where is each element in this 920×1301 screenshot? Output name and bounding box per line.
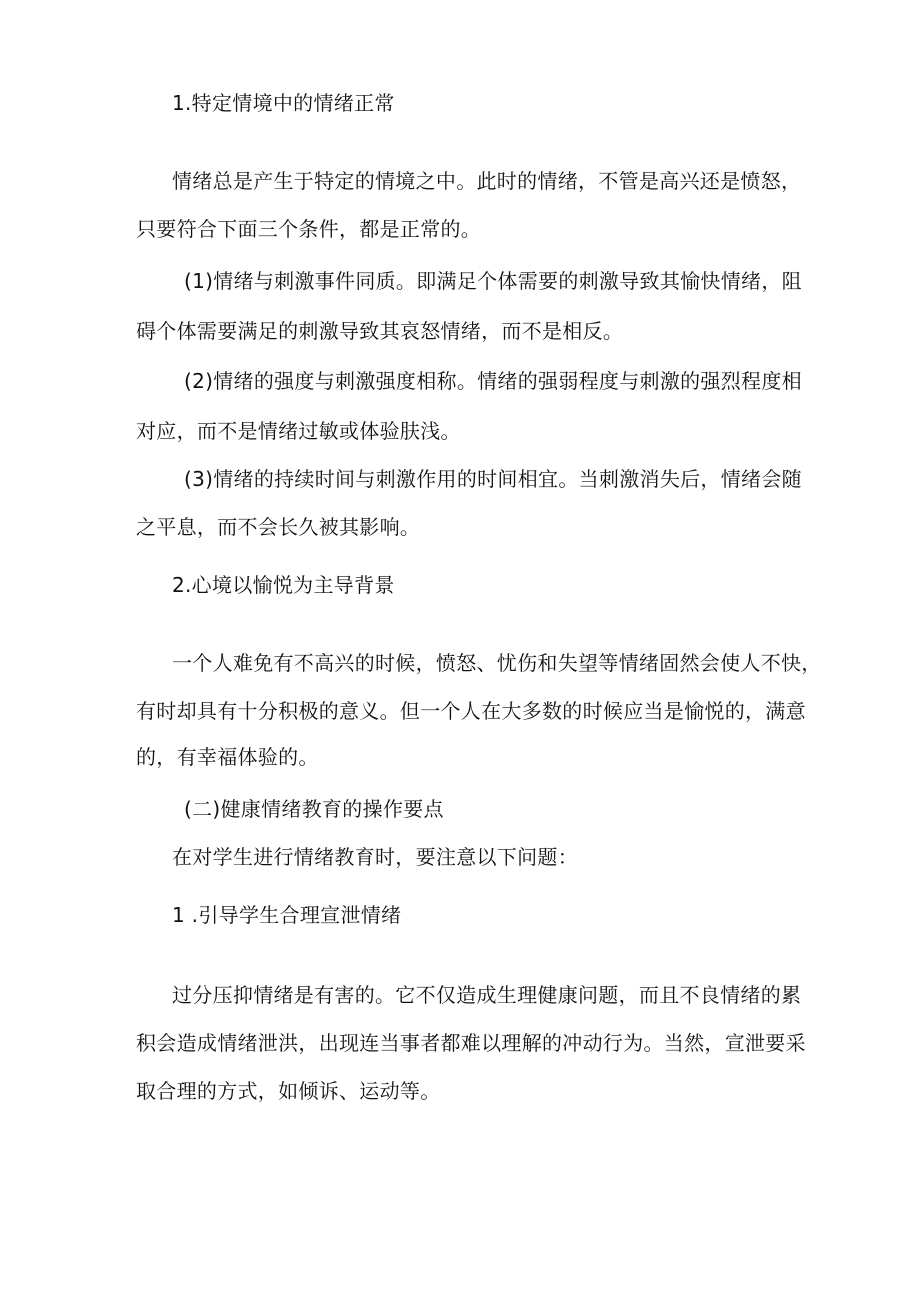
item-3-line-1: (3)情绪的持续时间与刺激作用的时间相宜。当刺激消失后，情绪会随 [184, 467, 802, 491]
item-1-line-2: 碍个体需要满足的刺激导致其哀怒情绪，而不是相反。 [136, 319, 624, 343]
intro-line: 在对学生进行情绪教育时，要注意以下问题： [172, 845, 578, 869]
paragraph-1-line-2: 只要符合下面三个条件，都是正常的。 [136, 217, 482, 241]
section-heading-3: 1 .引导学生合理宣泄情绪 [172, 903, 402, 927]
paragraph-2-line-2: 有时却具有十分积极的意义。但一个人在大多数的时候应当是愉悦的，满意 [136, 699, 806, 723]
paragraph-3-line-2: 积会造成情绪泄洪，出现连当事者都难以理解的冲动行为。当然，宣泄要采 [136, 1031, 806, 1055]
item-2-line-1: (2)情绪的强度与刺激强度相称。情绪的强弱程度与刺激的强烈程度相 [184, 369, 802, 393]
paragraph-3-line-1: 过分压抑情绪是有害的。它不仅造成生理健康问题，而且不良情绪的累 [172, 983, 802, 1007]
paragraph-1-line-1: 情绪总是产生于特定的情境之中。此时的情绪，不管是高兴还是愤怒， [172, 169, 802, 193]
section-heading-1: 1.特定情境中的情绪正常 [172, 91, 395, 115]
item-3-line-2: 之平息，而不会长久被其影响。 [136, 515, 421, 539]
paragraph-3-line-3: 取合理的方式，如倾诉、运动等。 [136, 1079, 441, 1103]
item-1-line-1: (1)情绪与刺激事件同质。即满足个体需要的刺激导致其愉快情绪，阻 [184, 269, 802, 293]
item-2-line-2: 对应，而不是情绪过敏或体验肤浅。 [136, 419, 461, 443]
paragraph-2-line-3: 的，有幸福体验的。 [136, 745, 319, 769]
paragraph-2-line-1: 一个人难免有不高兴的时候，愤怒、忧伤和失望等情绪固然会使人不快， [172, 651, 822, 675]
section-heading-2: 2.心境以愉悦为主导背景 [172, 573, 395, 597]
part-2-heading: (二)健康情绪教育的操作要点 [184, 797, 444, 821]
